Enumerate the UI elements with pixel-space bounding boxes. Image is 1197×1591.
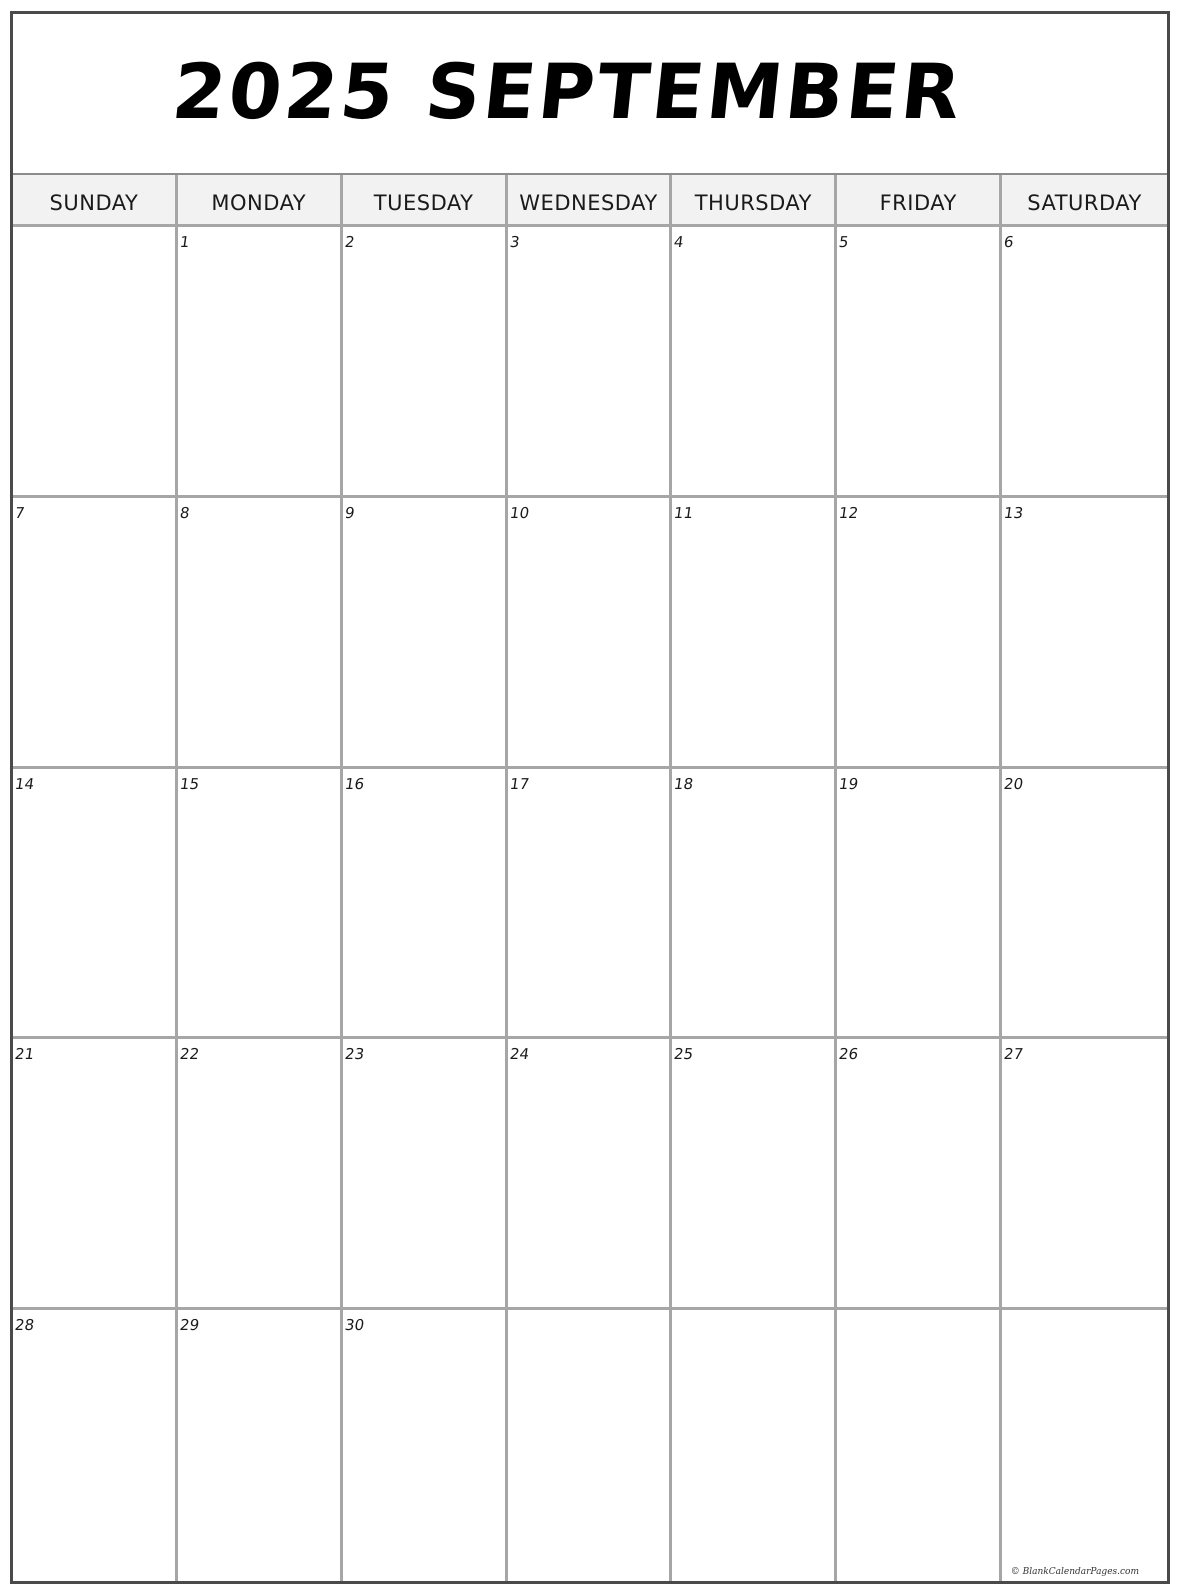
day-cell <box>343 1310 508 1581</box>
day-cell <box>672 1039 837 1310</box>
day-cell <box>672 769 837 1040</box>
day-cell <box>1002 1310 1167 1581</box>
date-number: 2 <box>343 233 356 251</box>
date-number: 23 <box>343 1045 366 1064</box>
day-cell <box>672 1310 837 1581</box>
day-cell <box>13 498 178 769</box>
calendar-page <box>10 11 1170 1584</box>
day-cell <box>178 769 343 1040</box>
date-number: 17 <box>508 774 530 793</box>
date-number: 14 <box>13 774 36 793</box>
weekday-header-saturday: SATURDAY <box>1002 175 1167 227</box>
day-cell <box>837 1310 1002 1581</box>
day-cell <box>508 769 673 1040</box>
date-number: 25 <box>673 1045 695 1064</box>
day-cell <box>343 498 508 769</box>
day-cell <box>13 1039 178 1310</box>
date-number: 10 <box>508 503 530 522</box>
weekday-header-sunday: SUNDAY <box>13 175 178 227</box>
day-cell <box>837 227 1002 498</box>
date-number: 21 <box>13 1045 36 1064</box>
day-cell <box>508 498 673 769</box>
date-number: 27 <box>1002 1045 1025 1064</box>
day-cell <box>13 1310 178 1581</box>
day-cell <box>178 1039 343 1310</box>
weekday-header-wednesday: WEDNESDAY <box>508 175 673 227</box>
day-cell <box>13 227 178 498</box>
date-number: 19 <box>838 774 860 793</box>
day-cell <box>672 227 837 498</box>
date-number: 20 <box>1002 774 1025 793</box>
date-number: 11 <box>673 503 695 522</box>
date-number: 26 <box>838 1045 860 1064</box>
date-number: 18 <box>673 774 695 793</box>
day-cell <box>13 769 178 1040</box>
calendar-title: 2025 SEPTEMBER <box>168 47 968 136</box>
weekday-header-monday: MONDAY <box>178 175 343 227</box>
date-number: 30 <box>343 1316 366 1335</box>
date-number: 15 <box>178 774 201 793</box>
date-number: 9 <box>343 503 356 522</box>
day-cell <box>178 227 343 498</box>
date-number: 1 <box>178 233 191 251</box>
day-cell <box>178 1310 343 1581</box>
day-cell <box>343 769 508 1040</box>
day-cell <box>837 1039 1002 1310</box>
date-number: 6 <box>1002 233 1015 251</box>
date-number: 3 <box>508 233 521 251</box>
day-cell <box>343 1039 508 1310</box>
day-cell <box>343 227 508 498</box>
day-cell <box>1002 1039 1167 1310</box>
date-number: 12 <box>838 503 860 522</box>
date-number: 4 <box>673 233 686 251</box>
weekday-header-tuesday: TUESDAY <box>343 175 508 227</box>
calendar-grid <box>13 175 1167 1581</box>
date-number: 5 <box>838 233 851 251</box>
day-cell <box>508 1310 673 1581</box>
date-number: 13 <box>1002 503 1025 522</box>
day-cell <box>1002 227 1167 498</box>
date-number: 22 <box>178 1045 201 1064</box>
day-cell <box>837 498 1002 769</box>
day-cell <box>508 1039 673 1310</box>
day-cell <box>178 498 343 769</box>
weekday-header-thursday: THURSDAY <box>672 175 837 227</box>
date-number: 7 <box>13 503 26 522</box>
weekday-header-friday: FRIDAY <box>837 175 1002 227</box>
date-number: 24 <box>508 1045 530 1064</box>
date-number: 8 <box>178 503 191 522</box>
day-cell <box>1002 769 1167 1040</box>
date-number: 16 <box>343 774 366 793</box>
day-cell <box>837 769 1002 1040</box>
day-cell <box>1002 498 1167 769</box>
day-cell <box>508 227 673 498</box>
title-bar <box>13 14 1167 175</box>
date-number: 28 <box>13 1316 36 1335</box>
date-number: 29 <box>178 1316 201 1335</box>
credit-text: © BlankCalendarPages.com <box>1010 1567 1139 1577</box>
day-cell <box>672 498 837 769</box>
